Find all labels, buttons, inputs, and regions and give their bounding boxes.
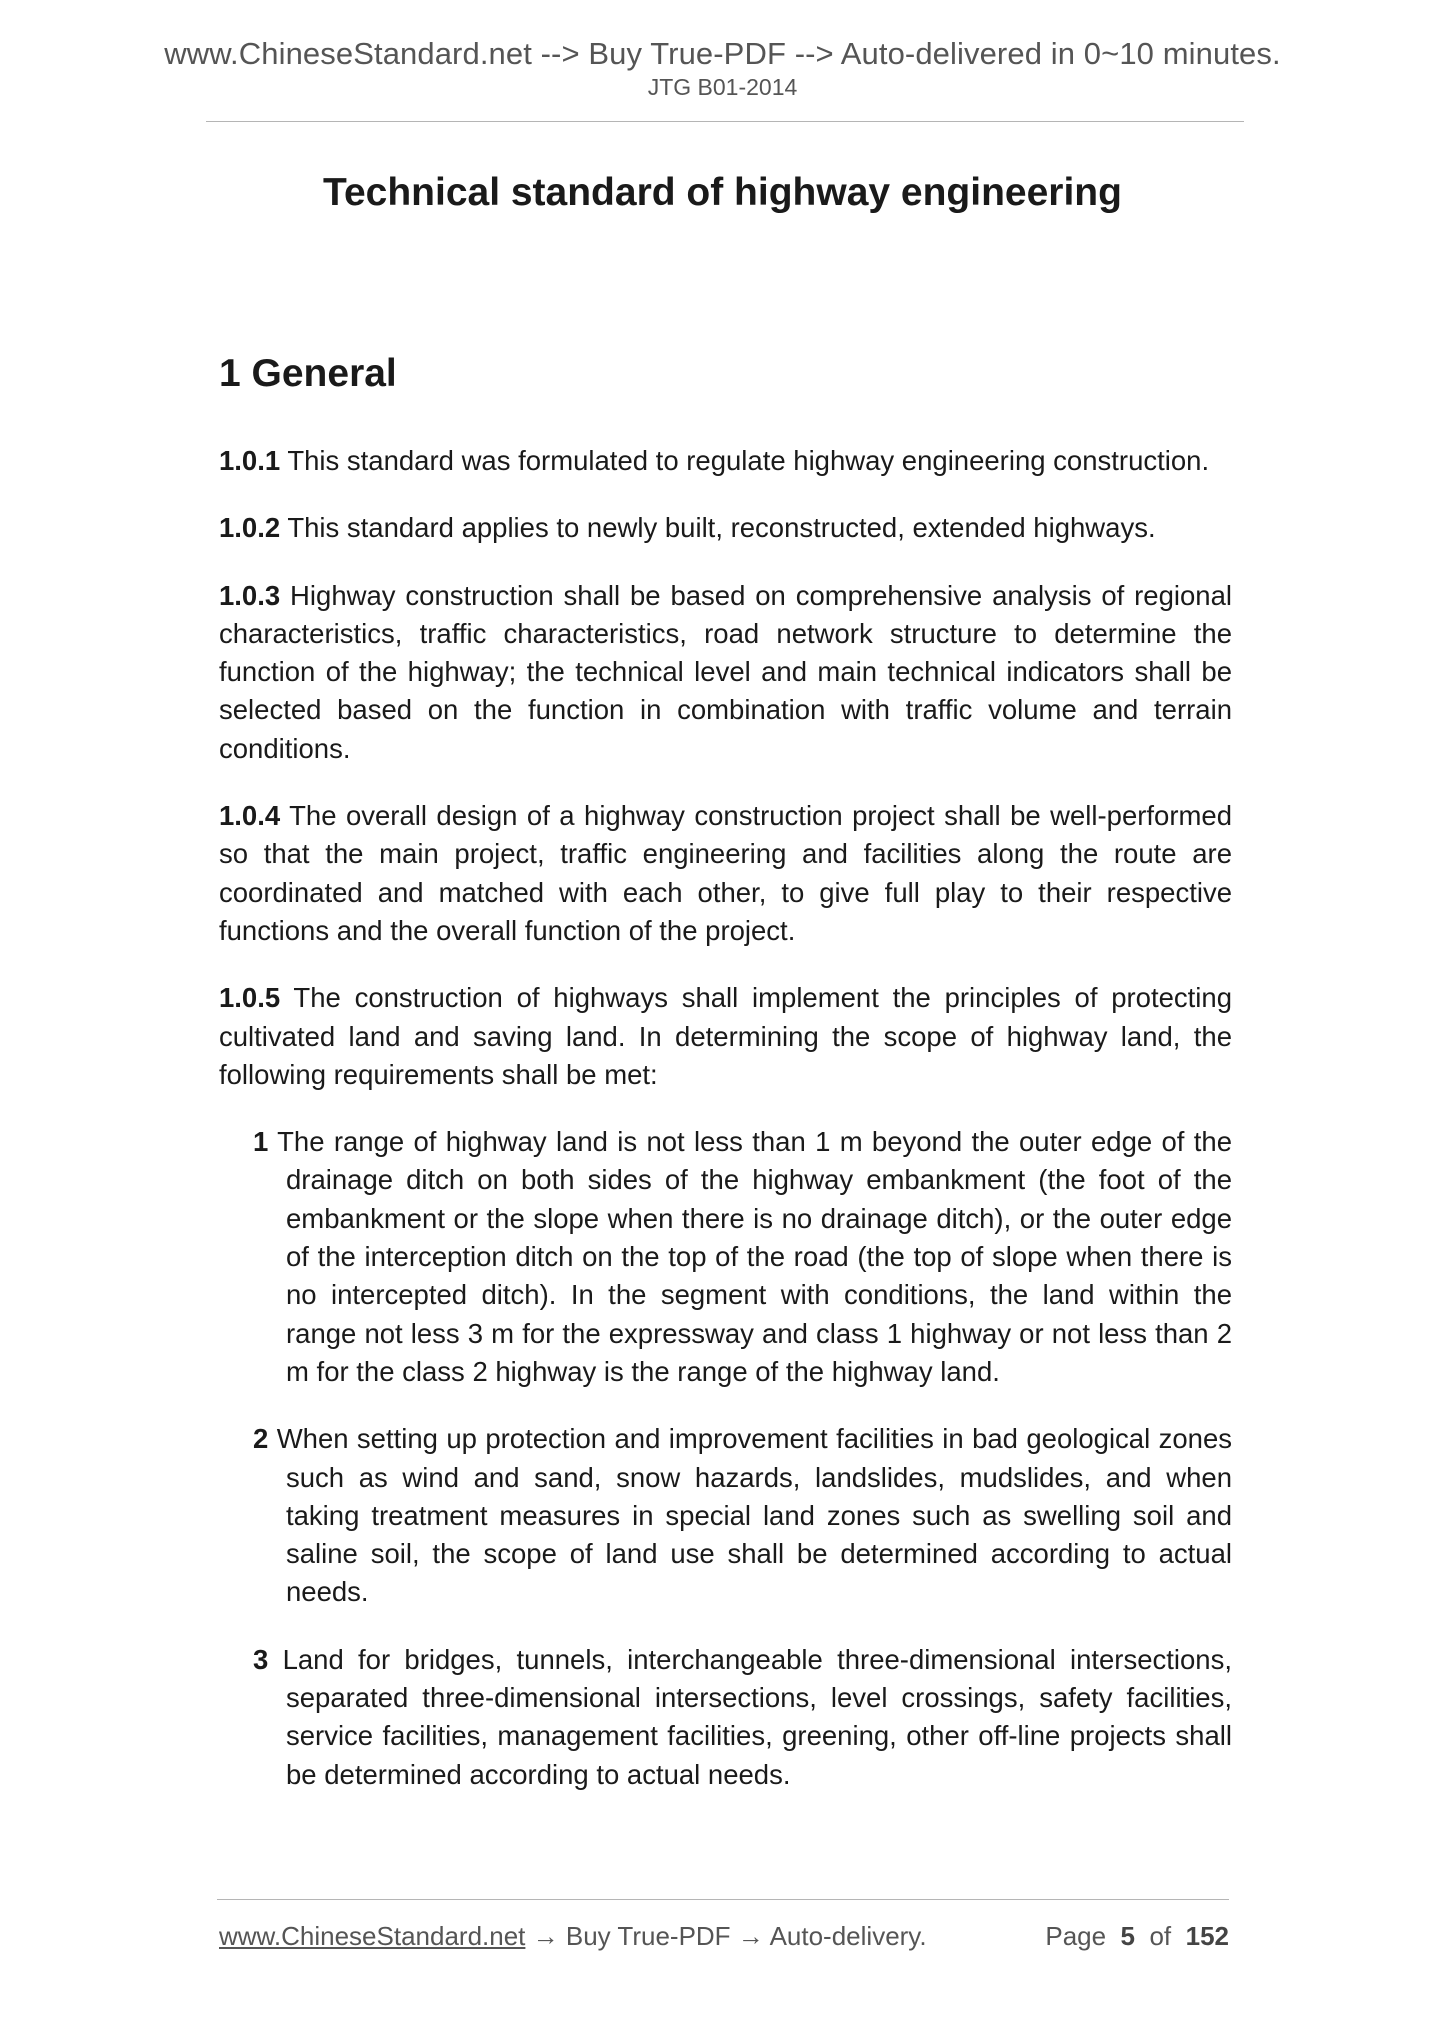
clause-1-0-5 xyxy=(219,979,1232,1094)
item-text: Land for bridges, tunnels, interchangeable three-dimensional intersections, separated three-dimensional intersections, level crossings, safety facilities, service facilities, management facilities, greening, other off-line projects shall be determined according to actual needs. xyxy=(268,1643,1232,1790)
header-divider xyxy=(206,121,1244,122)
of-label: of xyxy=(1149,1921,1172,1951)
total-pages: 152 xyxy=(1185,1921,1229,1951)
clause-number: 1.0.5 xyxy=(219,982,281,1014)
footer-text: → Buy True-PDF → Auto-delivery. xyxy=(525,1921,927,1951)
standard-code: JTG B01-2014 xyxy=(647,74,798,100)
clause-text: This standard was formulated to regulate highway engineering construction. xyxy=(280,445,1210,476)
header-banner: www.ChineseStandard.net --> Buy True-PDF --> Auto-delivered in 0~10 minutes. xyxy=(164,36,1281,71)
list-item xyxy=(219,1641,1232,1794)
page-label: Page xyxy=(1045,1921,1107,1951)
section-heading: 1 General xyxy=(219,352,397,395)
list-item xyxy=(219,1420,1232,1611)
item-number: 1 xyxy=(253,1126,269,1158)
clause-number: 1.0.3 xyxy=(219,579,281,611)
footer-link[interactable]: www.ChineseStandard.net xyxy=(219,1921,526,1951)
clause-text: The overall design of a highway construction project shall be well-performed so that the main project, traffic engineering and facilities along the route are coordinated and matched with each other, to give full play to their respective functions and the overall function of the project. xyxy=(219,800,1232,946)
clause-number: 1.0.2 xyxy=(219,512,281,544)
page-indicator xyxy=(1045,1921,1229,1952)
page-footer xyxy=(219,1921,1229,1952)
document-title: Technical standard of highway engineering xyxy=(323,171,1122,214)
item-number: 3 xyxy=(253,1643,269,1675)
clause-1-0-2 xyxy=(219,509,1232,547)
item-number: 2 xyxy=(253,1423,269,1455)
list-item xyxy=(219,1123,1232,1391)
requirement-list xyxy=(219,1123,1232,1794)
item-text: When setting up protection and improvement facilities in bad geological zones such as wind and sand, snow hazards, landslides, mudslides, and when taking treatment measures in special land zones such as swelling soil and saline soil, the scope of land use shall be determined according to actual needs. xyxy=(268,1423,1232,1608)
clause-text: Highway construction shall be based on comprehensive analysis of regional characteristics, traffic characteristics, road network structure to determine the function of the highway; the technical level and main technical indicators shall be selected based on the function in combination with traffic volume and terrain conditions. xyxy=(219,579,1232,764)
clause-1-0-1 xyxy=(219,442,1232,480)
clause-1-0-3 xyxy=(219,577,1232,768)
clause-number: 1.0.4 xyxy=(219,800,281,832)
footer-divider xyxy=(217,1899,1229,1900)
item-text: The range of highway land is not less than 1 m beyond the outer edge of the drainage ditch on both sides of the highway embankment (the foot of the embankment or the slope when there is no drainage ditch), or the outer edge of the interception ditch on the top of the road (the top of slope when there is no intercepted ditch). In the segment with conditions, the land within the range not less 3 m for the expressway and class 1 highway or not less than 2 m for the class 2 highway is the range of the highway land. xyxy=(268,1126,1232,1387)
clause-number: 1.0.1 xyxy=(219,445,281,476)
clause-1-0-4 xyxy=(219,797,1232,950)
clause-text: The construction of highways shall implement the principles of protecting cultivated land and saving land. In determining the scope of highway land, the following requirements shall be met: xyxy=(219,982,1232,1090)
page-number: 5 xyxy=(1120,1921,1136,1951)
section-body xyxy=(219,442,1232,1823)
clause-text: This standard applies to newly built, reconstructed, extended highways. xyxy=(280,512,1156,544)
